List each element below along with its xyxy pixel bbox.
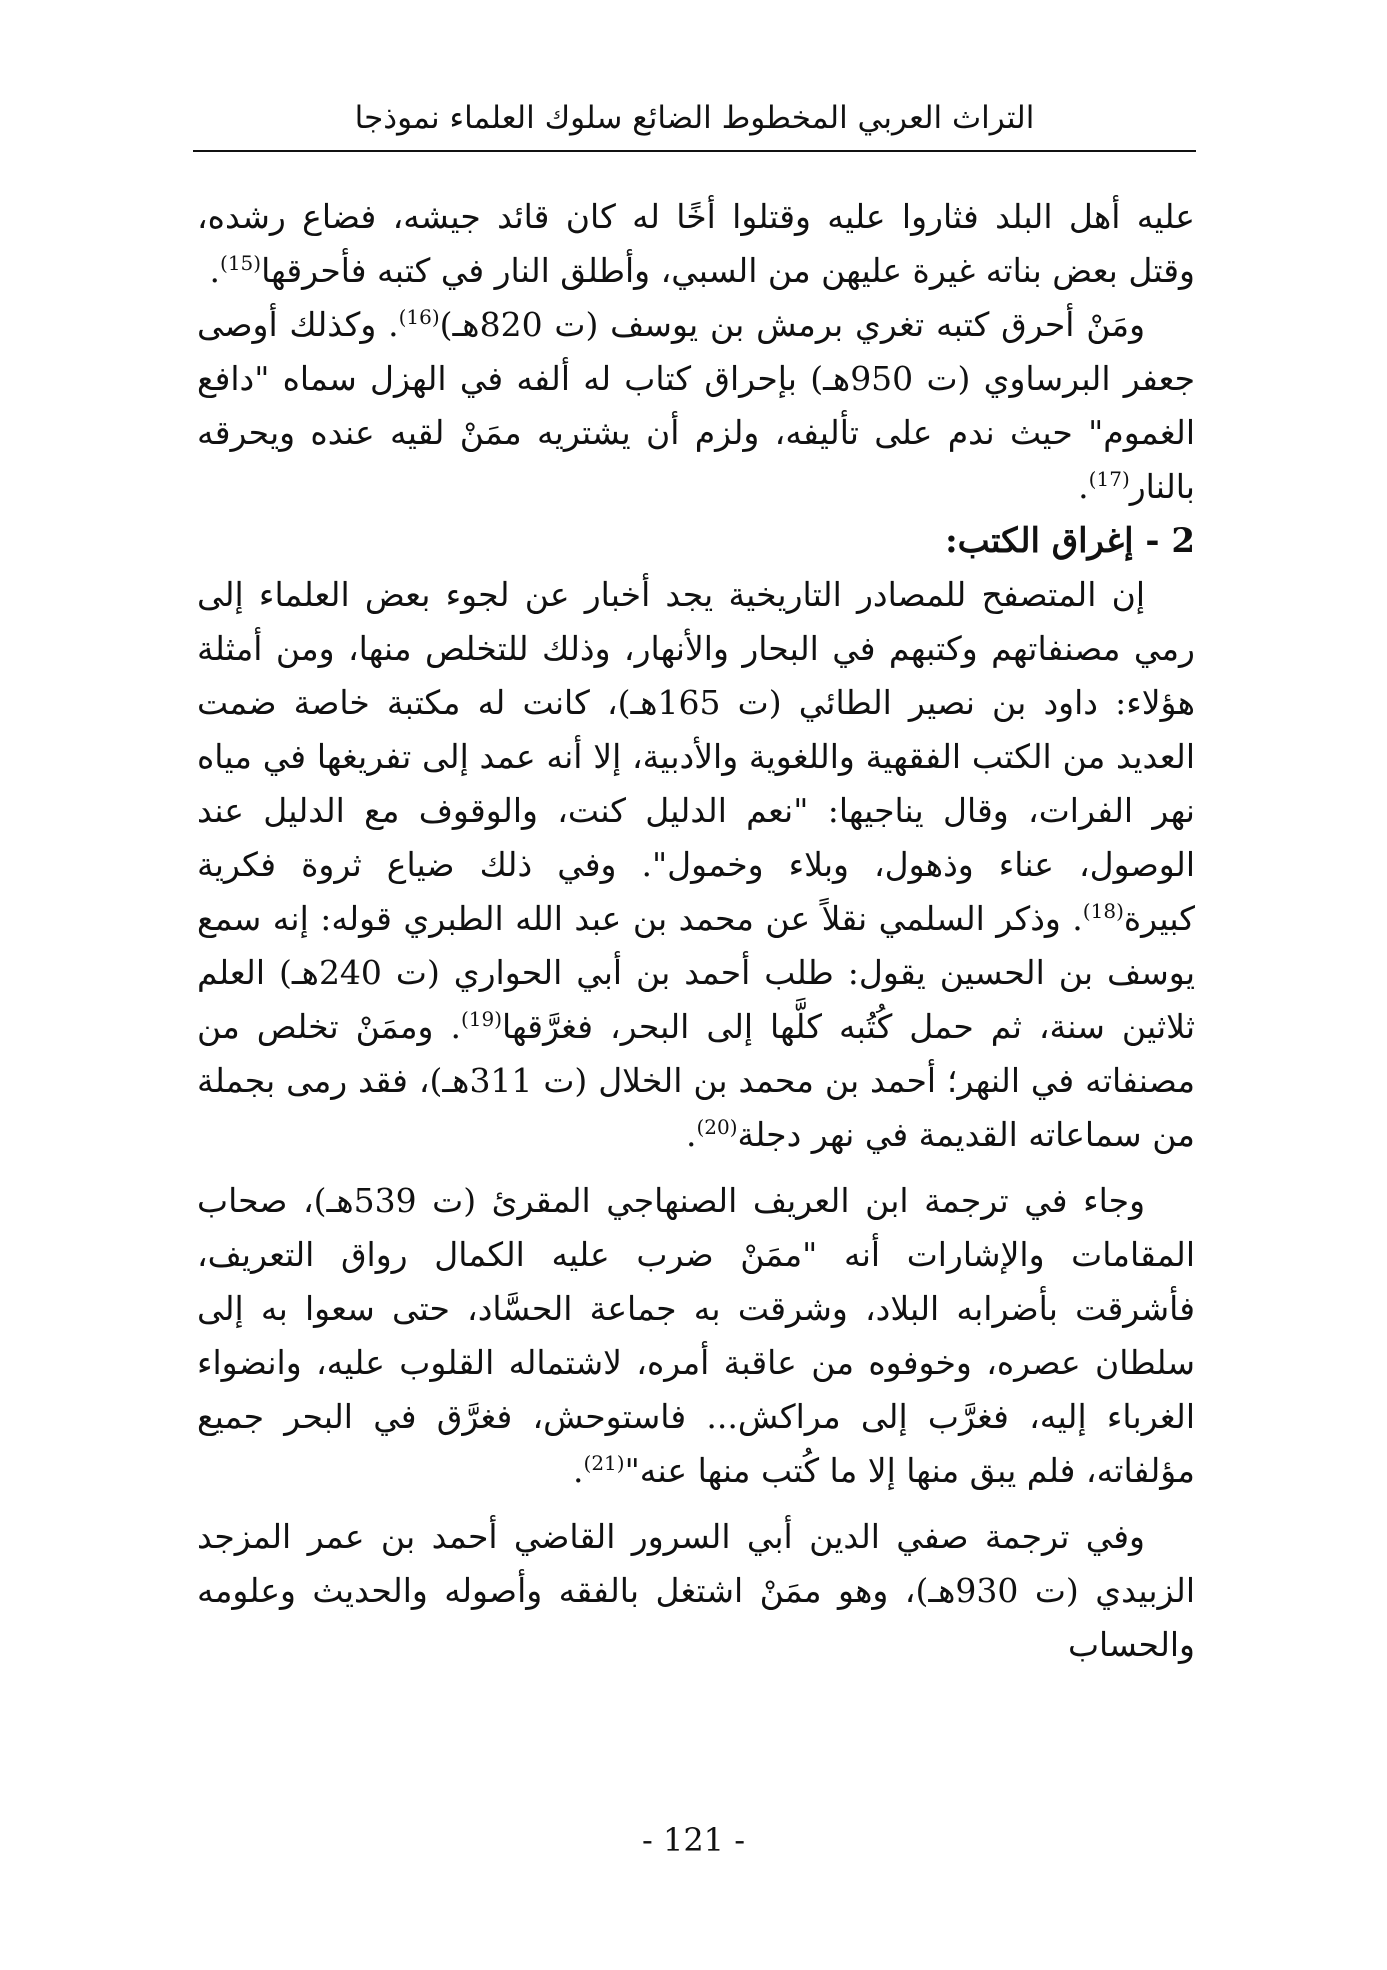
paragraph-3-part-c: . وممَنْ تخلص من مصنفاته في النهر؛ أحمد بن محمد بن الخلال (ت 311هـ)، فقد رمى بجملة من سماعاته القديمة في نهر دجلة <box>197 1007 1196 1154</box>
footnote-ref-17: (17) <box>1088 467 1130 491</box>
footnote-ref-21: (21) <box>583 1451 625 1475</box>
paragraph-3-part-b: . وذكر السلمي نقلاً عن محمد بن عبد الله الطبري قوله: إنه سمع يوسف بن الحسين يقول: طلب أحمد بن أبي الحواري (ت 240هـ) العلم ثلاثين سنة، ثم حمل كُتُبه كلَّها إلى البحر، فغرَّقها <box>197 899 1196 1046</box>
header-divider <box>193 150 1196 152</box>
paragraph-5 <box>197 1510 1195 1672</box>
page-body <box>197 190 1195 1672</box>
paragraph-3-part-a: إن المتصفح للمصادر التاريخية يجد أخبار عن لجوء بعض العلماء إلى رمي مصنفاتهم وكتبهم في البحار والأنهار، وذلك للتخلص منها، ومن أمثلة هؤلاء: داود بن نصير الطائي (ت 165هـ)، كانت له مكتبة خاصة ضمت العديد من الكتب الفقهية واللغوية والأدبية، إلا أنه عمد إلى تفريغها في مياه نهر الفرات، وقال يناجيها: "نعم الدليل كنت، والوقوف مع الدليل عند الوصول، عناء وذهول، وبلاء وخمول". وفي ذلك ضياع ثروة فكرية كبيرة <box>197 575 1195 938</box>
paragraph-3 <box>197 568 1195 1162</box>
running-header-title: التراث العربي المخطوط الضائع سلوك العلماء نموذجا <box>354 100 1035 136</box>
footnote-ref-16: (16) <box>398 305 440 329</box>
footnote-ref-18: (18) <box>1082 899 1124 923</box>
paragraph-2 <box>197 298 1195 514</box>
paragraph-1-text: عليه أهل البلد فثاروا عليه وقتلوا أخًا له كان قائد جيشه، فضاع رشده، وقتل بعض بناته غيرة عليهن من السبي، وأطلق النار في كتبه فأحرقها <box>197 197 1195 290</box>
section-heading: 2 - إغراق الكتب: <box>945 521 1195 561</box>
paragraph-2-tail: . <box>1078 467 1089 506</box>
paragraph-4 <box>197 1174 1195 1498</box>
paragraph-1-tail: . <box>209 251 220 290</box>
paragraph-3-tail: . <box>685 1115 697 1154</box>
paragraph-1 <box>197 190 1195 298</box>
page-number: - 121 - <box>641 1821 746 1859</box>
paragraph-2-part-a: ومَنْ أحرق كتبه تغري برمش بن يوسف (ت 820هـ) <box>439 305 1146 344</box>
paragraph-4-part-a: وجاء في ترجمة ابن العريف الصنهاجي المقرئ (ت 539هـ)، صحاب المقامات والإشارات أنه "ممَنْ ضرب عليه الكمال رواق التعريف، فأشرقت بأضرابه البلاد، وشرقت به جماعة الحسَّاد، حتى سعوا به إلى سلطان عصره، وخوفوه من عاقبة أمره، لاشتماله القلوب عليه، وانضواء الغرباء إليه، فغرَّب إلى مراكش... فاستوحش، فغرَّق في البحر جميع مؤلفاته، فلم يبق منها إلا ما كُتب منها عنه" <box>197 1181 1195 1490</box>
footnote-ref-20: (20) <box>696 1115 738 1139</box>
footnote-ref-19: (19) <box>460 1007 503 1031</box>
paragraph-2-part-b: . وكذلك أوصى جعفر البرساوي (ت 950هـ) بإحراق كتاب له ألفه في الهزل سماه "دافع الغموم" حيث ندم على تأليفه، ولزم أن يشتريه ممَنْ لقيه عنده ويحرقه بالنار <box>197 305 1196 506</box>
paragraph-4-tail: . <box>573 1451 584 1490</box>
footnote-ref-15: (15) <box>220 251 262 275</box>
paragraph-5-text: وفي ترجمة صفي الدين أبي السرور القاضي أحمد بن عمر المزجد الزبيدي (ت 930هـ)، وهو ممَنْ اشتغل بالفقه وأصوله والحديث وعلومه والحساب <box>197 1517 1195 1664</box>
